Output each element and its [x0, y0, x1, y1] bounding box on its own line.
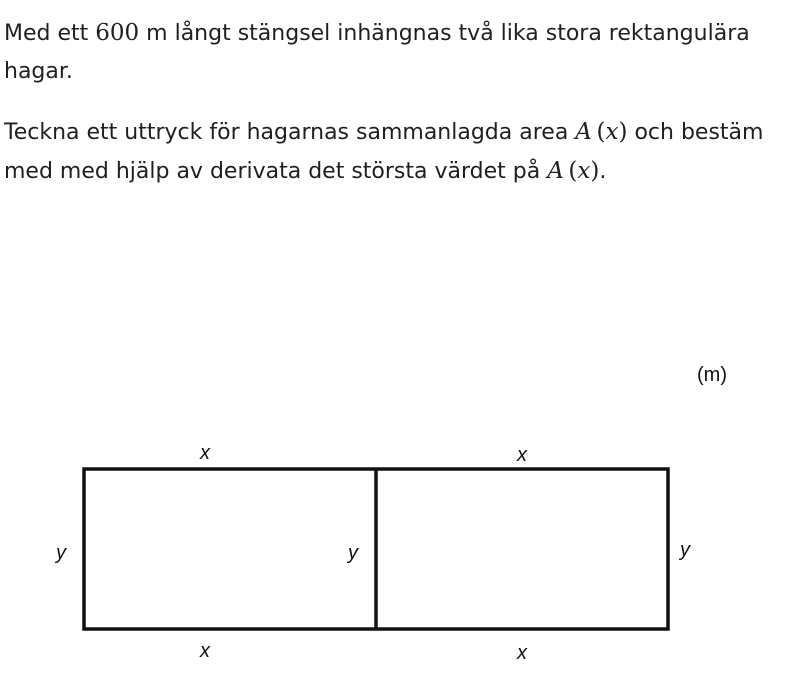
- area-function-1: A (x): [575, 119, 628, 145]
- area-fn-var: x: [605, 119, 619, 145]
- area-fn-name: A: [575, 119, 592, 145]
- label-bottom-right-x: x: [517, 642, 527, 664]
- label-left-y: y: [56, 542, 66, 564]
- area-fn-name-2: A: [547, 158, 564, 184]
- paragraph1-text-a: Med ett: [4, 21, 96, 46]
- label-top-left-x: x: [200, 442, 210, 464]
- label-top-right-x: x: [517, 444, 527, 466]
- paragraph2-text-a: Teckna ett uttryck för hagarnas sammanlagda area: [4, 120, 576, 145]
- paragraph2-text-b: och bestäm med med hjälp av derivata det största värdet på: [4, 120, 764, 184]
- paragraph1-text-b: m långt stängsel inhängnas två lika stora rektangulära hagar.: [4, 21, 750, 84]
- label-bottom-left-x: x: [200, 640, 210, 662]
- area-function-2: A (x): [547, 158, 600, 184]
- label-middle-y: y: [348, 542, 358, 564]
- area-fn-var-2: x: [577, 158, 591, 184]
- label-right-y: y: [680, 539, 690, 561]
- unit-label: (m): [697, 364, 727, 386]
- fence-length-number: 600: [95, 20, 140, 46]
- paragraph2-text-c: .: [599, 159, 607, 184]
